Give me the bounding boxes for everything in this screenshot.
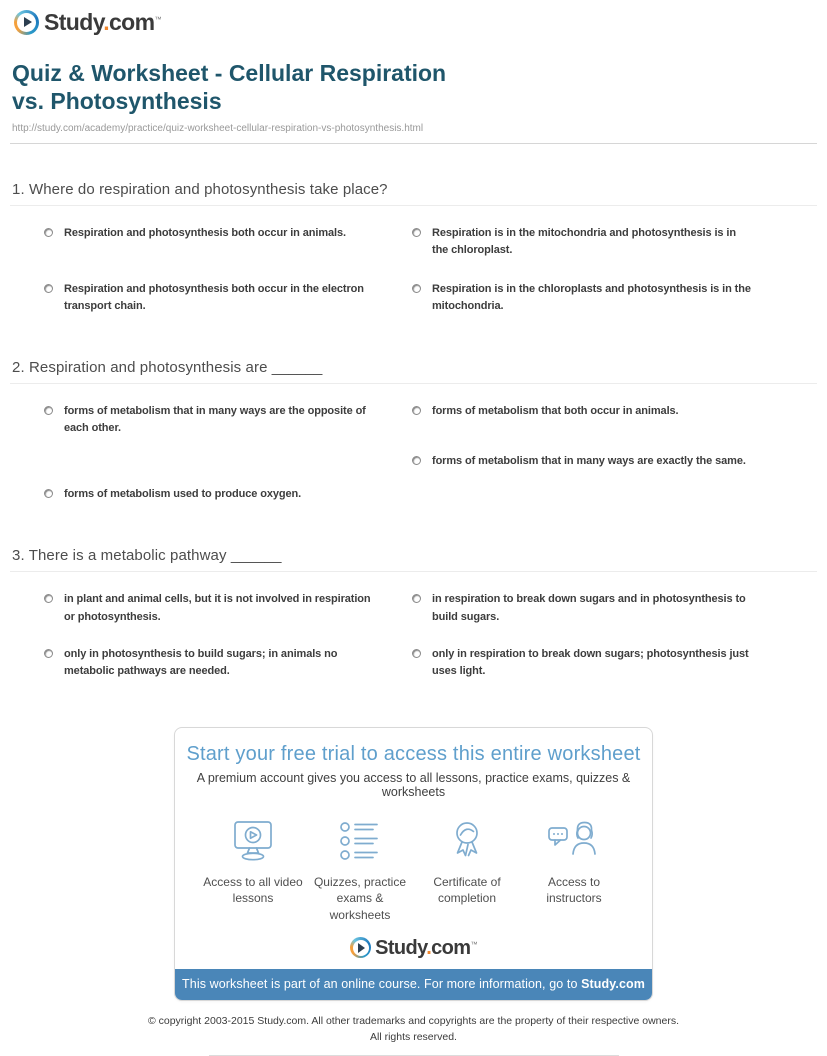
answer-radio[interactable] bbox=[44, 649, 53, 658]
answer-label: in plant and animal cells, but it is not involved in respiration or photosynthesis. bbox=[64, 593, 371, 623]
answer-radio[interactable] bbox=[44, 228, 53, 237]
feature-label: Certificate of completion bbox=[433, 874, 501, 906]
logo-com-text: com bbox=[431, 936, 471, 959]
question-heading: 1. Where do respiration and photosynthesis take place? bbox=[12, 181, 388, 199]
answer-label: Respiration is in the mitochondria and photosynthesis is in the chloroplast. bbox=[432, 227, 736, 257]
divider bbox=[10, 571, 817, 572]
feature-quizzes bbox=[308, 819, 412, 924]
question-2 bbox=[10, 359, 817, 503]
logo-study-text: Study bbox=[44, 9, 104, 35]
answer-radio[interactable] bbox=[412, 228, 421, 237]
logo-wordmark bbox=[375, 938, 477, 958]
answer-radio[interactable] bbox=[44, 284, 53, 293]
studycom-logo bbox=[175, 937, 652, 958]
answer-option bbox=[412, 591, 752, 625]
banner-studycom-link[interactable]: Study.com bbox=[581, 977, 645, 992]
course-info-banner bbox=[175, 969, 652, 1000]
answer-option bbox=[412, 225, 752, 259]
logo-dot-text: . bbox=[426, 936, 432, 959]
question-1 bbox=[10, 181, 817, 315]
answer-label: forms of metabolism that in many ways are the opposite of each other. bbox=[64, 405, 366, 435]
answer-radio[interactable] bbox=[44, 594, 53, 603]
trial-subheading: A premium account gives you access to all lessons, practice exams, quizzes & worksheets bbox=[196, 770, 631, 799]
answer-radio[interactable] bbox=[44, 406, 53, 415]
banner-text: This worksheet is part of an online course. For more information, go to bbox=[182, 977, 582, 992]
answer-option bbox=[44, 646, 412, 680]
instructor-chat-icon bbox=[546, 819, 602, 865]
answer-option bbox=[44, 225, 412, 259]
answer-option bbox=[44, 281, 412, 315]
answer-option bbox=[44, 486, 412, 503]
answer-label: in respiration to break down sugars and in photosynthesis to build sugars. bbox=[432, 593, 746, 623]
divider bbox=[10, 205, 817, 206]
answer-grid bbox=[44, 225, 817, 315]
answer-label: Respiration and photosynthesis both occur in animals. bbox=[64, 227, 346, 240]
divider bbox=[209, 1055, 619, 1056]
feature-video-lessons bbox=[201, 819, 305, 924]
divider bbox=[10, 143, 817, 144]
answer-option bbox=[412, 403, 752, 437]
certificate-icon bbox=[441, 819, 493, 865]
answer-label: Respiration and photosynthesis both occur in the electron transport chain. bbox=[64, 283, 364, 313]
question-heading: 3. There is a metabolic pathway ______ bbox=[12, 547, 282, 565]
feature-label: Quizzes, practice exams & worksheets bbox=[313, 874, 407, 923]
logo-trademark: ™ bbox=[470, 940, 477, 948]
video-monitor-icon bbox=[227, 819, 279, 865]
copyright-line-2: All rights reserved. bbox=[370, 1030, 457, 1043]
answer-label: forms of metabolism that both occur in animals. bbox=[432, 405, 679, 418]
page-title: Quiz & Worksheet - Cellular Respiration vs. Photosynthesis bbox=[12, 60, 447, 115]
answer-option bbox=[44, 591, 412, 625]
answer-option bbox=[44, 403, 412, 437]
studycom-logo bbox=[10, 0, 817, 35]
logo-com-text: com bbox=[108, 9, 155, 35]
copyright-notice bbox=[10, 1014, 817, 1046]
answer-grid bbox=[44, 591, 817, 679]
feature-instructors bbox=[522, 819, 626, 924]
logo-wordmark bbox=[44, 11, 161, 34]
feature-label: Access to instructors bbox=[546, 874, 602, 906]
answer-option bbox=[412, 646, 752, 680]
copyright-line-1: © copyright 2003-2015 Study.com. All other trademarks and copyrights are the property of their respective owners. bbox=[147, 1015, 680, 1028]
divider bbox=[10, 383, 817, 384]
answer-radio[interactable] bbox=[412, 649, 421, 658]
answer-radio[interactable] bbox=[412, 594, 421, 603]
answer-radio[interactable] bbox=[412, 284, 421, 293]
source-url: http://study.com/academy/practice/quiz-worksheet-cellular-respiration-vs-photosynthesis.html bbox=[12, 123, 424, 135]
quiz-list-icon bbox=[334, 819, 386, 865]
question-3 bbox=[10, 547, 817, 679]
answer-label: Respiration is in the chloroplasts and photosynthesis is in the mitochondria. bbox=[432, 283, 751, 313]
answer-label: forms of metabolism that in many ways are exactly the same. bbox=[432, 455, 746, 468]
answer-option bbox=[412, 453, 752, 470]
answer-option bbox=[412, 281, 752, 315]
answer-radio[interactable] bbox=[44, 489, 53, 498]
free-trial-card bbox=[174, 727, 653, 1001]
feature-label: Access to all video lessons bbox=[203, 874, 303, 906]
feature-certificate bbox=[415, 819, 519, 924]
feature-list bbox=[175, 799, 652, 924]
answer-radio[interactable] bbox=[412, 406, 421, 415]
answer-label: only in respiration to break down sugars; photosynthesis just uses light. bbox=[432, 647, 749, 677]
question-heading: 2. Respiration and photosynthesis are ______ bbox=[12, 359, 323, 377]
logo-study-text: Study bbox=[375, 936, 427, 959]
answer-grid bbox=[44, 403, 817, 503]
trial-heading: Start your free trial to access this entire worksheet bbox=[186, 742, 641, 765]
logo-trademark: ™ bbox=[154, 16, 161, 24]
play-circle-icon bbox=[350, 937, 371, 958]
answer-label: forms of metabolism used to produce oxygen. bbox=[64, 488, 302, 501]
answer-radio[interactable] bbox=[412, 456, 421, 465]
logo-dot-text: . bbox=[103, 9, 109, 35]
play-circle-icon bbox=[14, 10, 39, 35]
answer-label: only in photosynthesis to build sugars; in animals no metabolic pathways are needed. bbox=[64, 647, 338, 677]
